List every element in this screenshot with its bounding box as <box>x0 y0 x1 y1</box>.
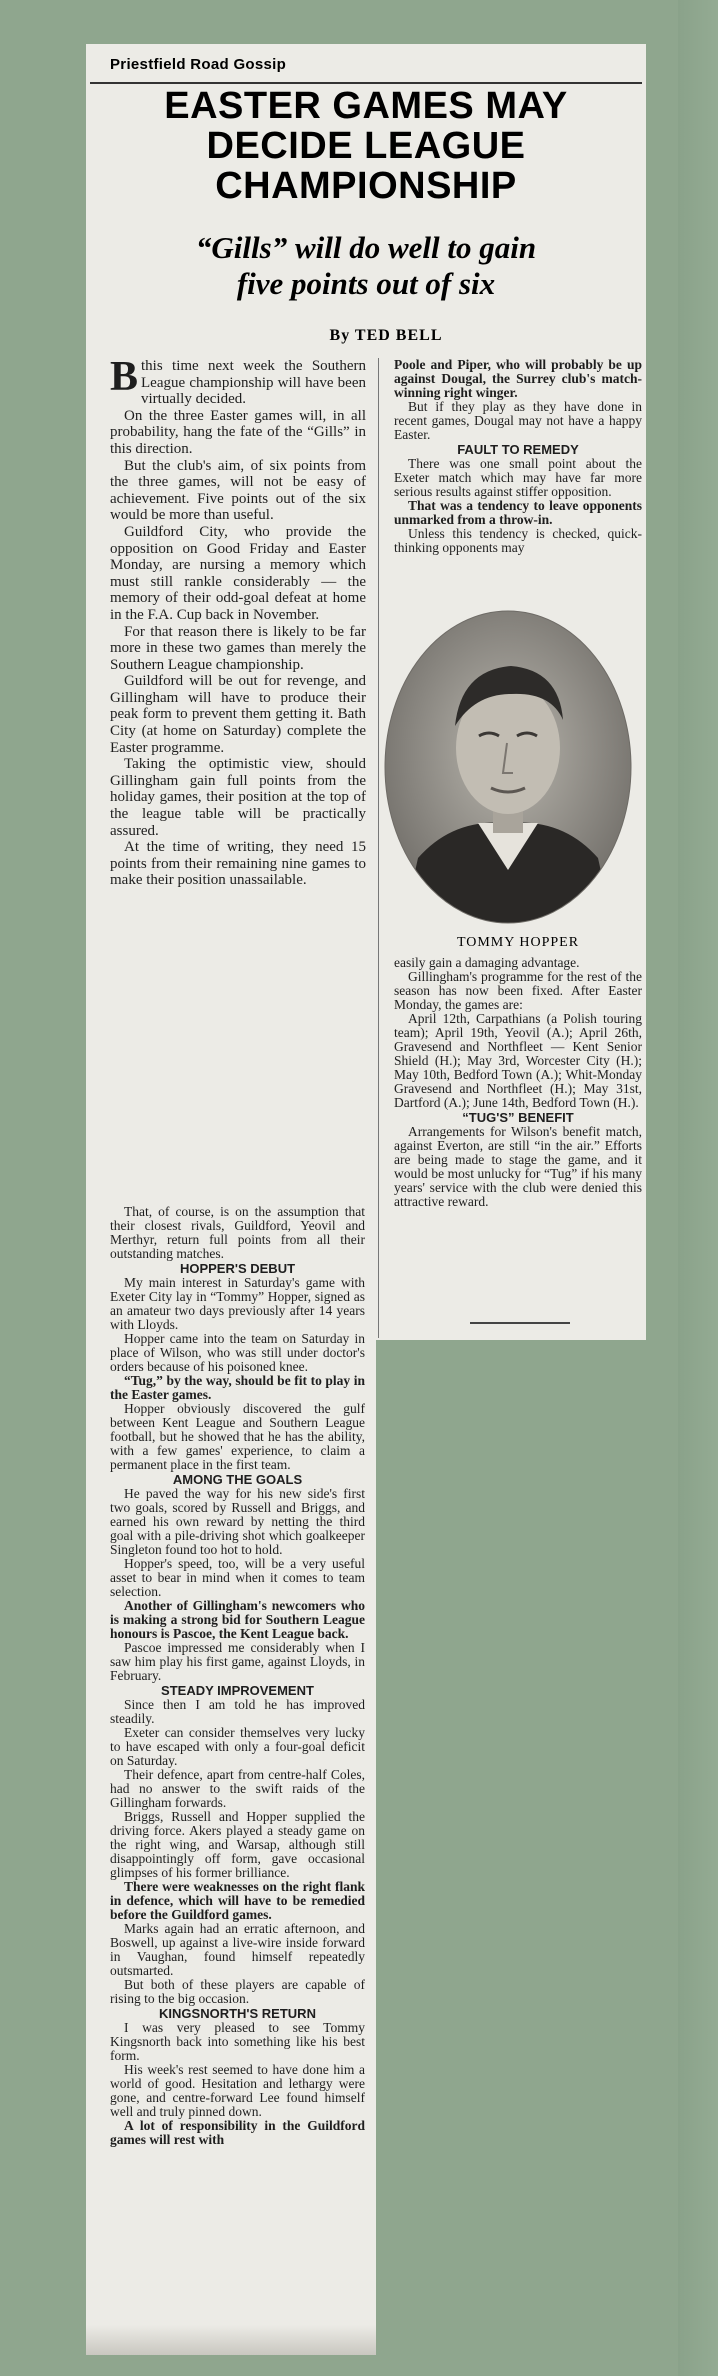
paragraph <box>110 2063 365 2119</box>
paper-shadow <box>86 2325 376 2355</box>
paragraph-text: April 12th, Carpathians (a Polish touring team); April 19th, Yeovil (A.); April 26th, Gravesend and Northfleet — Kent Senior Shield (H.); May 3rd, Worcester City (H.); May 10th, Bedford Town (A.); Whit-Monday Gravesend and Northfleet (H.); May 31st, Dartford (A.); June 14th, Bedford Town (H.). <box>394 1011 642 1110</box>
paragraph <box>110 2021 365 2063</box>
subheadline <box>90 230 642 302</box>
paragraph <box>394 457 642 499</box>
background-edge <box>678 0 718 2376</box>
end-rule <box>470 1322 570 1324</box>
paragraph <box>110 1487 365 1557</box>
paragraph-text: He paved the way for his new side's first two goals, scored by Russell and Briggs, and earned his own reward by netting the third goal with a pile-driving shot which goalkeeper Singleton found too hot to hold. <box>110 1486 365 1557</box>
paragraph-text: But if they play as they have done in recent games, Dougal may not have a happy Easter. <box>394 399 642 442</box>
paragraph <box>110 1276 365 1332</box>
paragraph-text: At the time of writing, they need 15 points from their remaining nine games to make their position unassailable. <box>110 839 366 889</box>
subheadline-line-1: “Gills” will do well to gain <box>195 230 537 265</box>
paragraph-text: That was a tendency to leave opponents unmarked from a throw-in. <box>394 498 642 527</box>
paragraph <box>110 1205 365 1261</box>
paragraph <box>110 1978 365 2006</box>
subhead <box>110 2007 365 2021</box>
paragraph-text: But the club's aim, of six points from the three games, will not be easy of achievement. Five points out of the six would be more than useful. <box>110 457 366 524</box>
paragraph-text: Taking the optimistic view, should Gillingham gain full points from the holiday games, their position at the top of the league table will be practically assured. <box>110 756 366 839</box>
paragraph <box>394 527 642 555</box>
article-column-1-continued <box>110 1205 365 2147</box>
paragraph-text: That, of course, is on the assumption that their closest rivals, Guildford, Yeovil and Merthyr, return full points from all their outstanding matches. <box>110 1204 365 1261</box>
paragraph-text: Gillingham's programme for the rest of the season has now been fixed. After Easter Monday, the games are: <box>394 969 642 1012</box>
paragraph <box>110 1810 365 1880</box>
paragraph-text: Briggs, Russell and Hopper supplied the driving force. Akers played a steady game on the right wing, and Warsap, although still disappointingly off form, gave occasional glimpses of his former brilliance. <box>110 1809 365 1880</box>
paragraph-text: A lot of responsibility in the Guildford games will rest with <box>110 2118 365 2147</box>
paragraph <box>110 354 366 408</box>
paragraph <box>394 1012 642 1110</box>
paragraph <box>110 1402 365 1472</box>
paragraph-text: STEADY IMPROVEMENT <box>161 1683 314 1698</box>
paragraph <box>110 1922 365 1978</box>
column-divider <box>378 358 379 1338</box>
paragraph <box>110 1599 365 1641</box>
paragraph-text: Guildford City, who provide the opposition on Good Friday and Easter Monday, are nursing a memory which must still rankle considerably — the memory of their odd-goal defeat at home in the F.A. Cup back in November. <box>110 523 366 623</box>
paragraph-text: For that reason there is likely to be far more in these two games than merely the Southern League championship. <box>110 623 366 673</box>
subhead <box>110 1684 365 1698</box>
paragraph <box>394 1125 642 1209</box>
paragraph <box>394 956 642 970</box>
subhead <box>110 1262 365 1276</box>
paragraph-text: Pascoe impressed me considerably when I saw him play his first game, against Lloyds, in February. <box>110 1640 365 1683</box>
paragraph <box>110 1374 365 1402</box>
paragraph-text: “TUG'S” BENEFIT <box>462 1110 574 1125</box>
paragraph <box>110 1768 365 1810</box>
paragraph-text: “Tug,” by the way, should be fit to play in the Easter games. <box>110 1373 365 1402</box>
paragraph-text: On the three Easter games will, in all probability, hang the fate of the “Gills” in this direction. <box>110 407 366 457</box>
paragraph-text: His week's rest seemed to have done him a world of good. Hesitation and lethargy were gone, and centre-forward Lee found himself well and truly pinned down. <box>110 2062 365 2119</box>
paragraph <box>110 1698 365 1726</box>
paragraph-text: Poole and Piper, who will probably be up against Dougal, the Surrey club's match-winning right winger. <box>394 357 642 400</box>
paragraph <box>110 1726 365 1768</box>
paragraph-text: HOPPER'S DEBUT <box>179 1261 296 1276</box>
paragraph-text: Guildford will be out for revenge, and Gillingham will have to produce their peak form to prevent them getting it. Bath City (at home on Saturday) complete the Easter programme. <box>110 673 366 756</box>
paragraph <box>394 970 642 1012</box>
subhead <box>394 443 642 457</box>
paragraph <box>394 358 642 400</box>
photo-caption: TOMMY HOPPER <box>456 935 580 950</box>
paragraph-text: Hopper came into the team on Saturday in place of Wilson, who was still under doctor's orders because of his poisoned knee. <box>110 1331 365 1374</box>
article-column-2 <box>394 358 642 555</box>
paragraph-text: Marks again had an erratic afternoon, and Boswell, up against a live-wire inside forward in Vaughan, found himself repeatedly outsmarted. <box>110 1921 365 1978</box>
paragraph-text: AMONG THE GOALS <box>172 1472 303 1487</box>
headline <box>90 86 642 206</box>
paragraph-text: Since then I am told he has improved steadily. <box>110 1697 365 1726</box>
paragraph <box>110 2119 365 2147</box>
paragraph-text: There was one small point about the Exeter match which may have far more serious results against stiffer opposition. <box>394 456 642 499</box>
paragraph <box>110 1332 365 1374</box>
paragraph <box>394 400 642 442</box>
paragraph-text: Their defence, apart from centre-half Coles, had no answer to the swift raids of the Gillingham forwards. <box>110 1767 365 1810</box>
drop-cap: B <box>110 354 139 400</box>
paragraph-text: Hopper obviously discovered the gulf between Kent League and Southern League football, but he showed that he has the ability, with a few games' experience, to claim a permanent place in the first team. <box>110 1401 365 1472</box>
kicker-rule <box>90 82 642 84</box>
headline-line-2: DECIDE LEAGUE <box>206 125 526 167</box>
paragraph-text: But both of these players are capable of rising to the big occasion. <box>110 1977 365 2006</box>
headline-line-1: EASTER GAMES MAY <box>164 85 568 127</box>
paragraph <box>110 524 366 624</box>
column-kicker: Priestfield Road Gossip <box>110 56 287 73</box>
paragraph <box>110 756 366 839</box>
portrait-photo <box>383 608 633 926</box>
paragraph-text: this time next week the Southern League championship will have been virtually decided. <box>141 358 366 408</box>
paragraph-text: FAULT TO REMEDY <box>457 442 579 457</box>
byline: By TED BELL <box>329 327 443 344</box>
paragraph-text: Unless this tendency is checked, quick-thinking opponents may <box>394 526 642 555</box>
paragraph <box>110 839 366 889</box>
subhead <box>394 1111 642 1125</box>
paragraph <box>110 673 366 756</box>
paragraph <box>110 1557 365 1599</box>
headline-line-3: CHAMPIONSHIP <box>215 165 517 207</box>
paragraph <box>110 1641 365 1683</box>
paragraph <box>110 1880 365 1922</box>
paragraph-text: Another of Gillingham's newcomers who is making a strong bid for Southern League honours is Pascoe, the Kent League back. <box>110 1598 365 1641</box>
paragraph-text: I was very pleased to see Tommy Kingsnorth back into something like his best form. <box>110 2020 365 2063</box>
paragraph <box>110 624 366 674</box>
paragraph-text: Arrangements for Wilson's benefit match, against Everton, are still “in the air.” Efforts are being made to stage the game, and it would be most unlucky for “Tug” if his many years' service with the club were denied this attractive reward. <box>394 1124 642 1209</box>
paragraph-text: KINGSNORTH'S RETURN <box>159 2006 316 2021</box>
subhead <box>110 1473 365 1487</box>
paragraph-text: easily gain a damaging advantage. <box>394 955 580 970</box>
paragraph-text: Hopper's speed, too, will be a very useful asset to bear in mind when it comes to team selection. <box>110 1556 365 1599</box>
paragraph-text: Exeter can consider themselves very lucky to have escaped with only a four-goal deficit on Saturday. <box>110 1725 365 1768</box>
article-column-1 <box>110 354 366 889</box>
article-column-2-continued <box>394 956 642 1209</box>
paragraph <box>394 499 642 527</box>
paragraph <box>110 408 366 458</box>
paragraph-text: There were weaknesses on the right flank in defence, which will have to be remedied before the Guildford games. <box>110 1879 365 1922</box>
subheadline-line-2: five points out of six <box>236 266 496 301</box>
paragraph <box>110 458 366 524</box>
paragraph-text: My main interest in Saturday's game with Exeter City lay in “Tommy” Hopper, signed as an amateur two days previously after 14 years with Lloyds. <box>110 1275 365 1332</box>
